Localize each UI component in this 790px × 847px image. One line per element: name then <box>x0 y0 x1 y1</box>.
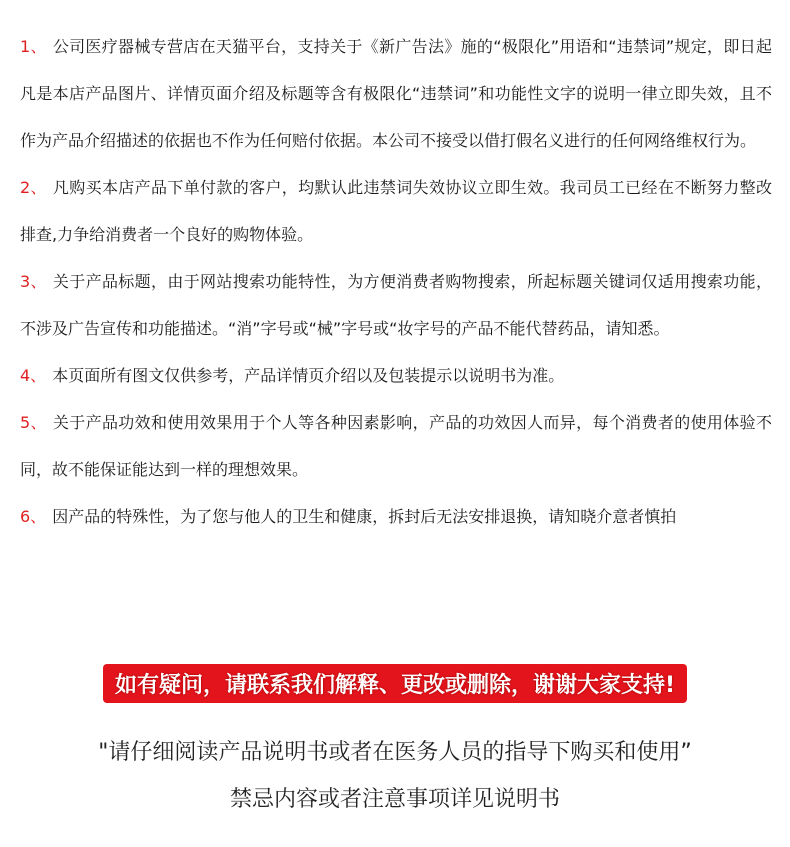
highlight-banner <box>0 664 790 703</box>
notice-list <box>20 23 772 540</box>
footer-line-2: 禁忌内容或者注意事项详见说明书 <box>229 787 560 812</box>
notice-item-5 <box>20 399 772 493</box>
notice-number: 4、 <box>20 366 47 385</box>
notice-text: 公司医疗器械专营店在天猫平台，支持关于《新广告法》施的“极限化”用语和“违禁词”规定，即日起凡是本店产品图片、详情页面介绍及标题等含有极限化“违禁词”和功能性文字的说明一律立即失效，且不作为产品介绍描述的依据也不作为任何赔付依据。本公司不接受以借打假名义进行的任何网络维权行为。 <box>20 37 772 150</box>
notice-text: 凡购买本店产品下单付款的客户，均默认此违禁词失效协议立即生效。我司员工已经在不断努力整改排查,力争给消费者一个良好的购物体验。 <box>20 178 772 244</box>
notice-item-3 <box>20 258 772 352</box>
notice-item-6 <box>20 493 772 540</box>
notice-text: 因产品的特殊性，为了您与他人的卫生和健康，拆封后无法安排退换，请知晓介意者慎拍 <box>52 507 677 526</box>
notice-text: 关于产品功效和使用效果用于个人等各种因素影响，产品的功效因人而异，每个消费者的使用体验不同，故不能保证能达到一样的理想效果。 <box>20 413 772 479</box>
notice-number: 2、 <box>20 178 47 197</box>
notice-number: 6、 <box>20 507 47 526</box>
notice-number: 1、 <box>20 37 47 56</box>
notice-item-1 <box>20 23 772 164</box>
notice-text: 本页面所有图文仅供参考，产品详情页介绍以及包装提示以说明书为准。 <box>52 366 565 385</box>
notice-text: 关于产品标题，由于网站搜索功能特性，为方便消费者购物搜索，所起标题关键词仅适用搜索功能，不涉及广告宣传和功能描述。“消”字号或“械”字号或“妆字号的产品不能代替药品，请知悉。 <box>20 272 772 338</box>
notice-item-4 <box>20 352 772 399</box>
notice-number: 3、 <box>20 272 47 291</box>
footer-line-1: "请仔细阅读产品说明书或者在医务人员的指导下购买和使用” <box>98 740 692 765</box>
notice-item-2 <box>20 164 772 258</box>
notice-number: 5、 <box>20 413 47 432</box>
highlight-text: 如有疑问，请联系我们解释、更改或删除，谢谢大家支持! <box>103 664 687 703</box>
